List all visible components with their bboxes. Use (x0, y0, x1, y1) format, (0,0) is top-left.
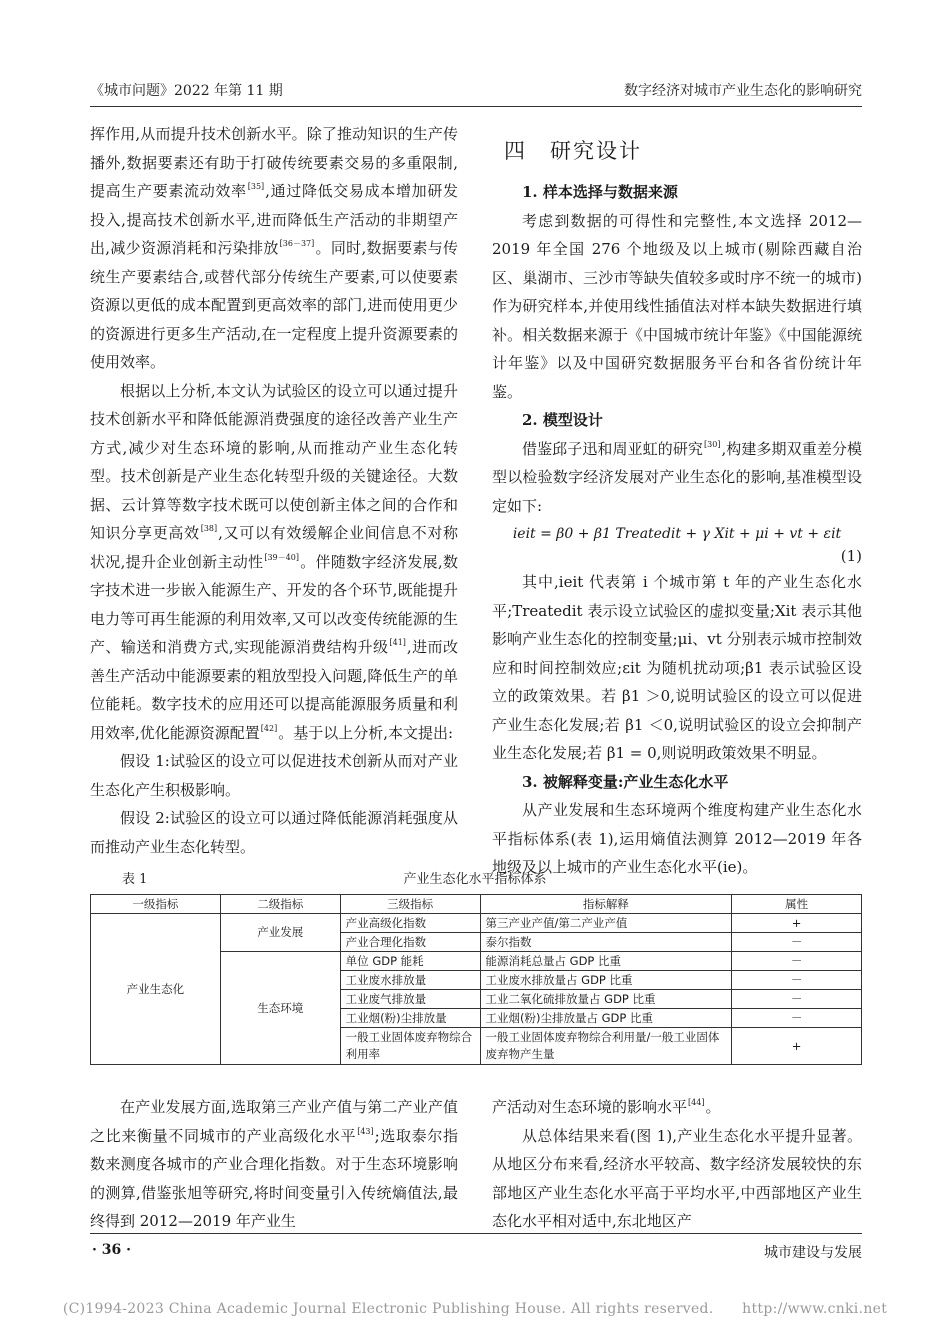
attribute-cell: － (732, 971, 862, 990)
table-header-row (91, 895, 862, 914)
level3-cell: 产业高级化指数 (340, 914, 480, 933)
level3-cell: 工业烟(粉)尘排放量 (340, 1009, 480, 1028)
hypothesis-2: 假设 2:试验区的设立可以通过降低能源消耗强度从而推动产业生态化转型。 (90, 809, 458, 856)
paragraph: 考虑到数据的可得性和完整性,本文选择 2012—2019 年全国 276 个地级及以上城市(剔除西藏自治区、巢湖市、三沙市等缺失值较多或时序不统一的城市)作为研究样本,并使用线性插值法对样本缺失数据进行填补。相关数据来源于《中国城市统计年鉴》《中国能源统计年鉴》以及中国研究数据服务平台和各省份统计年鉴。 (492, 211, 862, 401)
level3-cell: 单位 GDP 能耗 (340, 952, 480, 971)
level3-cell: 工业废水排放量 (340, 971, 480, 990)
explanation-cell: 工业二氧化硫排放量占 GDP 比重 (480, 990, 732, 1009)
level3-cell: 产业合理化指数 (340, 933, 480, 952)
right-column (492, 120, 862, 882)
citation: [41] (389, 638, 406, 647)
column-header: 属性 (732, 895, 862, 914)
level2-cell: 生态环境 (220, 952, 340, 1065)
footer-section: 城市建设与发展 (764, 1245, 862, 1261)
equation-number: (1) (840, 547, 862, 565)
level3-cell: 一般工业固体废弃物综合利用率 (340, 1028, 480, 1065)
paragraph: 从总体结果来看(图 1),产业生态化水平提升显著。从地区分布来看,经济水平较高、数字经济发展较快的东部地区产业生态化水平高于平均水平,中西部地区产业生态化水平相对适中,东北地区产 (492, 1126, 862, 1230)
paragraph: 借鉴邱子迅和周亚虹的研究[30],构建多期双重差分模型以检验数字经济发展对产业生态化的影响,基准模型设定如下: (492, 439, 862, 515)
citation: [39－40] (264, 552, 299, 562)
attribute-cell: － (732, 952, 862, 971)
paragraph: 从产业发展和生态环境两个维度构建产业生态化水平指标体系(表 1),运用熵值法测算 2012—2019 年各地级及以上城市的产业生态化水平(ie)。 (492, 801, 862, 876)
attribute-cell: － (732, 1009, 862, 1028)
explanation-cell: 工业废水排放量占 GDP 比重 (480, 971, 732, 990)
subheading: 2. 模型设计 (522, 411, 603, 429)
paragraph: 挥作用,从而提升技术创新水平。除了推动知识的生产传播外,数据要素还有助于打破传统要素交易的多重限制,提高生产要素流动效率[35],通过降低交易成本增加研发投入,提高技术创新水平,进而降低生产活动的非期望产出,减少资源消耗和污染排放[36－37]。同时,数据要素与传统生产要素结合,或替代部分传统生产要素,可以使要素资源以更低的成本配置到更高效率的部门,进而使用更少的资源进行更多生产活动,在一定程度上提升资源要素的使用效率。 (90, 125, 458, 371)
citation: [42] (260, 723, 278, 733)
explanation-cell: 泰尔指数 (480, 933, 732, 952)
column-header: 三级指标 (340, 895, 480, 914)
attribute-cell: － (732, 933, 862, 952)
column-header: 一级指标 (91, 895, 221, 914)
paragraph: 根据以上分析,本文认为试验区的设立可以通过提升技术创新水平和降低能源消费强度的途径改善产业生产方式,减少对生态环境的影响,从而推动产业生态化转型。技术创新是产业生态化转型升级的关键途径。大数据、云计算等数字技术既可以使创新主体之间的合作和知识分享更高效[38],又可以有效缓解企业间信息不对称状况,提升企业创新主动性[39－40]。伴随数字经济发展,数字技术进一步嵌入能源生产、开发的各个环节,既能提升电力等可再生能源的利用效率,又可以改变传统能源的生产、输送和消费方式,实现能源消费结构升级[41],进而改善生产活动中能源要素的粗放型投入问题,降低生产的单位能耗。数字技术的应用还可以提高能源服务质量和利用效率,优化能源资源配置[42]。基于以上分析,本文提出: (90, 381, 458, 742)
citation: [36－37] (279, 239, 315, 248)
attribute-cell: + (732, 914, 862, 933)
journal-title: 《城市问题》2022 年第 11 期 (90, 83, 283, 99)
level2-cell: 产业发展 (220, 914, 340, 952)
left-column (90, 120, 458, 861)
header-rule (90, 106, 862, 107)
page-number: · 36 · (92, 1242, 131, 1258)
indicator-table (90, 894, 862, 1065)
article-title: 数字经济对城市产业生态化的影响研究 (624, 83, 862, 99)
paragraph: 在产业发展方面,选取第三产业产值与第二产业产值之比来衡量不同城市的产业高级化水平[43];选取泰尔指数来测度各城市的产业合理化指数。对于生态环境影响的测算,借鉴张旭等研究,将时间变量引入传统熵值法,最终得到 2012—2019 年产业生 (90, 1098, 458, 1230)
table-row (91, 914, 862, 933)
subheading: 1. 样本选择与数据来源 (522, 183, 678, 201)
citation: [35] (247, 182, 265, 191)
level3-cell: 工业废气排放量 (340, 990, 480, 1009)
equation: ieit = β0 + β1 Treatedit + γ Xit + μi + vt + εit (512, 526, 842, 542)
copyright-notice: (C)1994-2023 China Academic Journal Electronic Publishing House. All rights reserved. http://www.cnki.net (62, 1301, 888, 1317)
paragraph: 产活动对生态环境的影响水平[44]。 (492, 1098, 721, 1116)
footer-rule (90, 1233, 862, 1234)
explanation-cell: 第三产业产值/第二产业产值 (480, 914, 732, 933)
attribute-cell: － (732, 990, 862, 1009)
section-title: 四 研究设计 (504, 139, 642, 163)
citation: [38] (200, 524, 218, 533)
explanation-cell: 一般工业固体废弃物综合利用量/一般工业固体废弃物产生量 (480, 1028, 732, 1065)
column-header: 指标解释 (480, 895, 732, 914)
paragraph: 其中,ieit 代表第 i 个城市第 t 年的产业生态化水平;Treatedit 表示设立试验区的虚拟变量;Xit 表示其他影响产业生态化的控制变量;μi、vt 分别表示城市控制效应和时间控制效应;εit 为随机扰动项;β1 表示试验区设立的政策效果。若 β1 ＞0,说明试验区的设立可以促进产业生态化发展;若 β1 ＜0,说明试验区的设立会抑制产业生态化发展;若 β1 = 0,则说明政策效果不明显。 (492, 573, 862, 762)
citation: [30] (704, 439, 721, 449)
hypothesis-1: 假设 1:试验区的设立可以促进技术创新从而对产业生态化产生积极影响。 (90, 752, 458, 799)
table-number: 表 1 (122, 872, 148, 887)
explanation-cell: 工业烟(粉)尘排放量占 GDP 比重 (480, 1009, 732, 1028)
table-title: 产业生态化水平指标体系 (403, 872, 547, 887)
bottom-left-column (90, 1093, 458, 1236)
bottom-right-column (492, 1093, 862, 1236)
level1-cell: 产业生态化 (91, 914, 221, 1065)
subheading: 3. 被解释变量:产业生态化水平 (522, 772, 729, 791)
citation: [44] (688, 1098, 705, 1107)
column-header: 二级指标 (220, 895, 340, 914)
citation: [43] (357, 1126, 374, 1136)
attribute-cell: + (732, 1028, 862, 1065)
explanation-cell: 能源消耗总量占 GDP 比重 (480, 952, 732, 971)
